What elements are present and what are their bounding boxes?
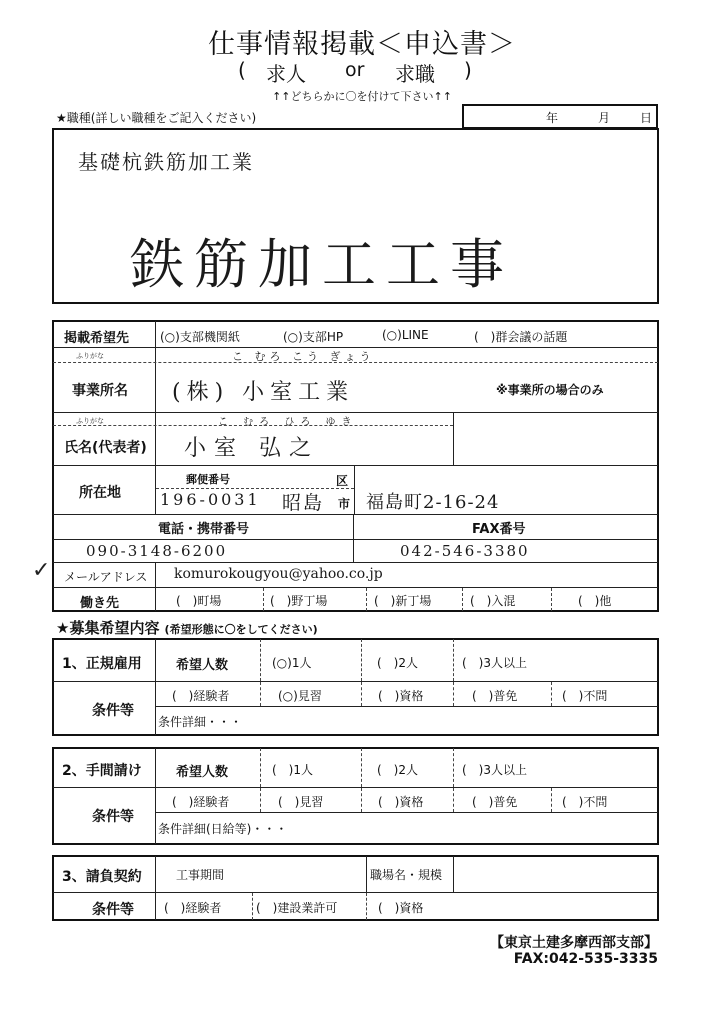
email-label: メールアドレス <box>64 570 148 584</box>
section1-count-label: 希望人数 <box>176 658 229 673</box>
workplace-label: 働き先 <box>80 596 120 611</box>
section1-cond-experienced[interactable]: ( )経験者 <box>172 689 230 703</box>
name-value[interactable]: 小室 弘之 <box>184 436 319 461</box>
footer-org: 【東京土建多摩西部支部】 <box>490 935 658 951</box>
choice-recruit-label: 求人 <box>266 62 306 86</box>
name-furigana-value[interactable]: こ むろ ひろ ゆき <box>218 417 358 428</box>
occupation-label: ★職種(詳しい職種をご記入ください) <box>56 111 257 125</box>
section2-cond-apprentice[interactable]: ( )見習 <box>278 795 324 809</box>
date-month: 月 <box>598 111 611 125</box>
section1-cond-label: 条件等 <box>92 703 134 719</box>
paren-left: ( <box>238 58 246 82</box>
footer-fax: FAX:042-535-3335 <box>513 951 658 967</box>
company-note: ※事業所の場合のみ <box>496 383 604 397</box>
section3-cond-construction-permit[interactable]: ( )建設業許可 <box>256 901 338 915</box>
section2-cond-experienced[interactable]: ( )経験者 <box>172 795 230 809</box>
section2-detail-label[interactable]: 条件詳細(日給等)・・・ <box>158 822 288 836</box>
phone-value[interactable]: 090-3148-6200 <box>86 542 228 560</box>
pub-option-meeting[interactable]: ( )群会議の話題 <box>474 330 568 344</box>
ward-label: 区 <box>336 474 349 488</box>
phone-label: 電話・携帯番号 <box>158 522 250 537</box>
workplace-option-other[interactable]: ( )他 <box>578 594 612 608</box>
postal-label: 郵便番号 <box>186 473 230 486</box>
choice-instruction: ↑↑どちらかに〇を付けて下さい↑↑ <box>272 90 452 103</box>
recruit-heading <box>56 617 318 638</box>
date-day: 日 <box>640 111 653 125</box>
recruit-heading-note: (希望形態に〇をしてください) <box>164 623 318 636</box>
city-value[interactable]: 昭島 <box>282 492 325 514</box>
choice-jobseek-label: 求職 <box>395 62 435 86</box>
postal-value[interactable]: 196-0031 <box>160 490 261 509</box>
or-text: or <box>345 59 365 81</box>
company-furigana-label: ふりがな <box>76 352 104 360</box>
section2-cond-any[interactable]: ( )不問 <box>562 795 608 809</box>
company-value[interactable]: (株) 小室工業 <box>172 380 355 405</box>
address-label: 所在地 <box>79 485 121 501</box>
paren-right: ) <box>464 58 472 82</box>
section1-cond-license[interactable]: ( )資格 <box>378 689 424 703</box>
section1-count-1[interactable]: (○)1人 <box>272 656 312 670</box>
section3-cond-label: 条件等 <box>92 902 134 918</box>
section2-cond-license[interactable]: ( )資格 <box>378 795 424 809</box>
street-value[interactable]: 福島町2-16-24 <box>366 492 500 513</box>
choice-jobseek[interactable] <box>395 58 435 87</box>
section1-detail-label[interactable]: 条件詳細・・・ <box>158 715 243 729</box>
section2-count-3plus[interactable]: ( )3人以上 <box>462 763 527 777</box>
section3-label: 3、請負契約 <box>62 869 142 885</box>
publication-label: 掲載希望先 <box>64 331 130 346</box>
pub-option-newsletter[interactable]: (○)支部機関紙 <box>160 330 240 344</box>
occupation-handwritten-large: 鉄筋加工工事 <box>130 233 514 296</box>
pub-option-line[interactable]: (○)LINE <box>382 328 429 342</box>
section2-cond-label: 条件等 <box>92 809 134 825</box>
recruit-heading-title: ★募集希望内容 <box>56 619 160 637</box>
pub-option-hp[interactable]: (○)支部HP <box>283 330 344 344</box>
name-label: 氏名(代表者) <box>64 440 147 456</box>
form-title: 仕事情報掲載＜申込書＞ <box>208 29 516 60</box>
section2-count-1[interactable]: ( )1人 <box>272 763 313 777</box>
name-furigana-label: ふりがな <box>76 417 104 425</box>
section2-count-2[interactable]: ( )2人 <box>377 763 418 777</box>
check-mark: ✓ <box>32 558 51 583</box>
section1-cond-any[interactable]: ( )不問 <box>562 689 608 703</box>
occupation-handwritten-small: 基礎杭鉄筋加工業 <box>78 150 254 174</box>
section3-box <box>52 855 659 921</box>
section2-label: 2、手間請け <box>62 763 142 779</box>
fax-label: FAX番号 <box>472 522 526 537</box>
workplace-option-iri[interactable]: ( )入混 <box>470 594 516 608</box>
workplace-option-machiba[interactable]: ( )町場 <box>176 594 222 608</box>
section1-cond-apprentice[interactable]: (○)見習 <box>278 689 322 703</box>
section1-cond-drivers[interactable]: ( )普免 <box>472 689 518 703</box>
company-label: 事業所名 <box>72 383 128 399</box>
section1-count-2[interactable]: ( )2人 <box>377 656 418 670</box>
section1-label: 1、正規雇用 <box>62 656 142 672</box>
section2-count-label: 希望人数 <box>176 765 229 780</box>
section3-period-label[interactable]: 工事期間 <box>176 868 225 882</box>
date-year: 年 <box>546 111 559 125</box>
section2-cond-drivers[interactable]: ( )普免 <box>472 795 518 809</box>
section3-cond-license[interactable]: ( )資格 <box>378 901 424 915</box>
workplace-option-nochoba[interactable]: ( )野丁場 <box>270 594 328 608</box>
company-furigana-value[interactable]: こ むろ こう ぎょう <box>232 350 375 363</box>
section3-site-label[interactable]: 職場名・規模 <box>370 868 443 882</box>
workplace-option-shinchoba[interactable]: ( )新丁場 <box>374 594 432 608</box>
choice-recruit[interactable] <box>266 58 306 87</box>
date-box[interactable] <box>462 104 658 129</box>
section3-cond-experienced[interactable]: ( )経験者 <box>164 901 222 915</box>
email-value[interactable]: komurokougyou@yahoo.co.jp <box>174 566 383 582</box>
section1-count-3plus[interactable]: ( )3人以上 <box>462 656 527 670</box>
city-label: 市 <box>338 497 351 511</box>
fax-value[interactable]: 042-546-3380 <box>400 542 530 560</box>
